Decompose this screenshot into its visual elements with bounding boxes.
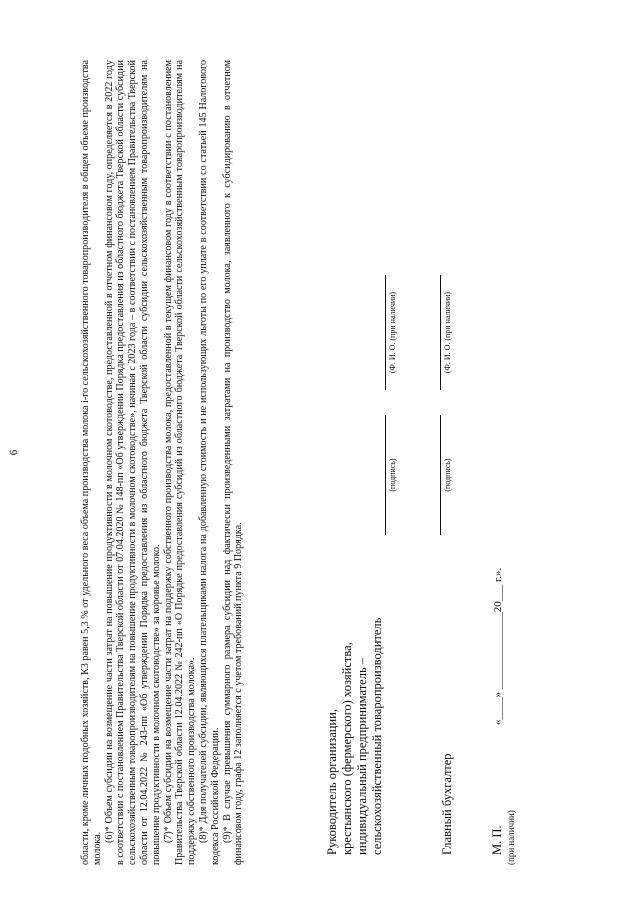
head-label (325, 618, 385, 855)
paragraph-1: области, кроме личных подобных хозяйств, К3 равен 5,3 % от удельного веса объема производства молока i-го сельскохозяйственного товаропроизводителя в общем объеме производства молока. (80, 60, 103, 865)
head-line-3: индивидуальный предприниматель – (355, 657, 369, 855)
accountant-signature-caption: (подпись) (443, 458, 452, 492)
head-line-4: сельскохозяйственный товаропроизводитель (370, 617, 384, 855)
head-signature-line (385, 415, 386, 535)
head-name-line (385, 275, 386, 390)
head-name-caption: (Ф. И. О. (при наличии) (388, 291, 397, 374)
head-signature-caption: (подпись) (388, 458, 397, 492)
footnote-9: (9)* В случае превышения суммарного размера субсидии над фактически произведенными затратами на производство молока, заявленного к субсидированию в отчетном финансовом году, графа 12 заполняется с учетом требований пункта 9 Порядка. (221, 60, 245, 865)
stamp-caption: (при наличии) (506, 810, 516, 865)
signature-block (0, 45, 640, 865)
head-line-1: Руководитель организации, (325, 709, 339, 855)
accountant-name-line (440, 275, 441, 390)
accountant-signature-line (440, 415, 441, 535)
footnote-8: (8)* Для получателей субсидии, являющихся плательщиками налога на добавленную стоимость и не использующих льготы по его уплате в соответствии со статьей 145 Налогового кодекса Российской Федерации. (197, 60, 221, 865)
accountant-name-caption: (Ф. И. О. (при наличии) (443, 291, 452, 374)
page-number: 6 (8, 449, 20, 456)
head-line-2: крестьянского (фермерского) хозяйства, (340, 642, 354, 855)
accountant-label: Главный бухгалтер (440, 753, 454, 855)
date-line: «____» ______________20___ г.». (492, 567, 504, 725)
footnote-7: (7)* Объем субсидии на возмещение части затрат на поддержку собственного производства молока, предоставленной в текущем финансовом году в соответствии с постановлением Правительства Тверской области 12.04.2022 № 242-пп «О Порядке предоставления субсидий из областного бюджета Тверской области сельскохозяйственным товаропроизводителям на поддержку собственного производства молока». (162, 60, 198, 865)
stamp-label: М. П. (490, 825, 504, 855)
footnote-6: (6)* Объем субсидии на возмещение части затрат на повышение продуктивности в молочном скотоводстве, предоставленной в отчетном финансовом году, определяется в 2022 году в соответствии с постановлением Правительства Тверской области от 07.04.2020 № 148-пп «Об утверждении Порядка предоставления из областного бюджета Тверской области субсидии сельскохозяйственным товаропроизводителям на повышение продуктивности в молочном скотоводстве», начиная с 2023 года – в соответствии с постановлением Правительства Тверской области от 12.04.2022 № 243-пп «Об утверждении Порядка предоставления из областного бюджета Тверской области субсидии сельскохозяйственным товаропроизводителям на повышение продуктивности в молочном скотоводстве» за коровье молоко. (103, 60, 162, 865)
